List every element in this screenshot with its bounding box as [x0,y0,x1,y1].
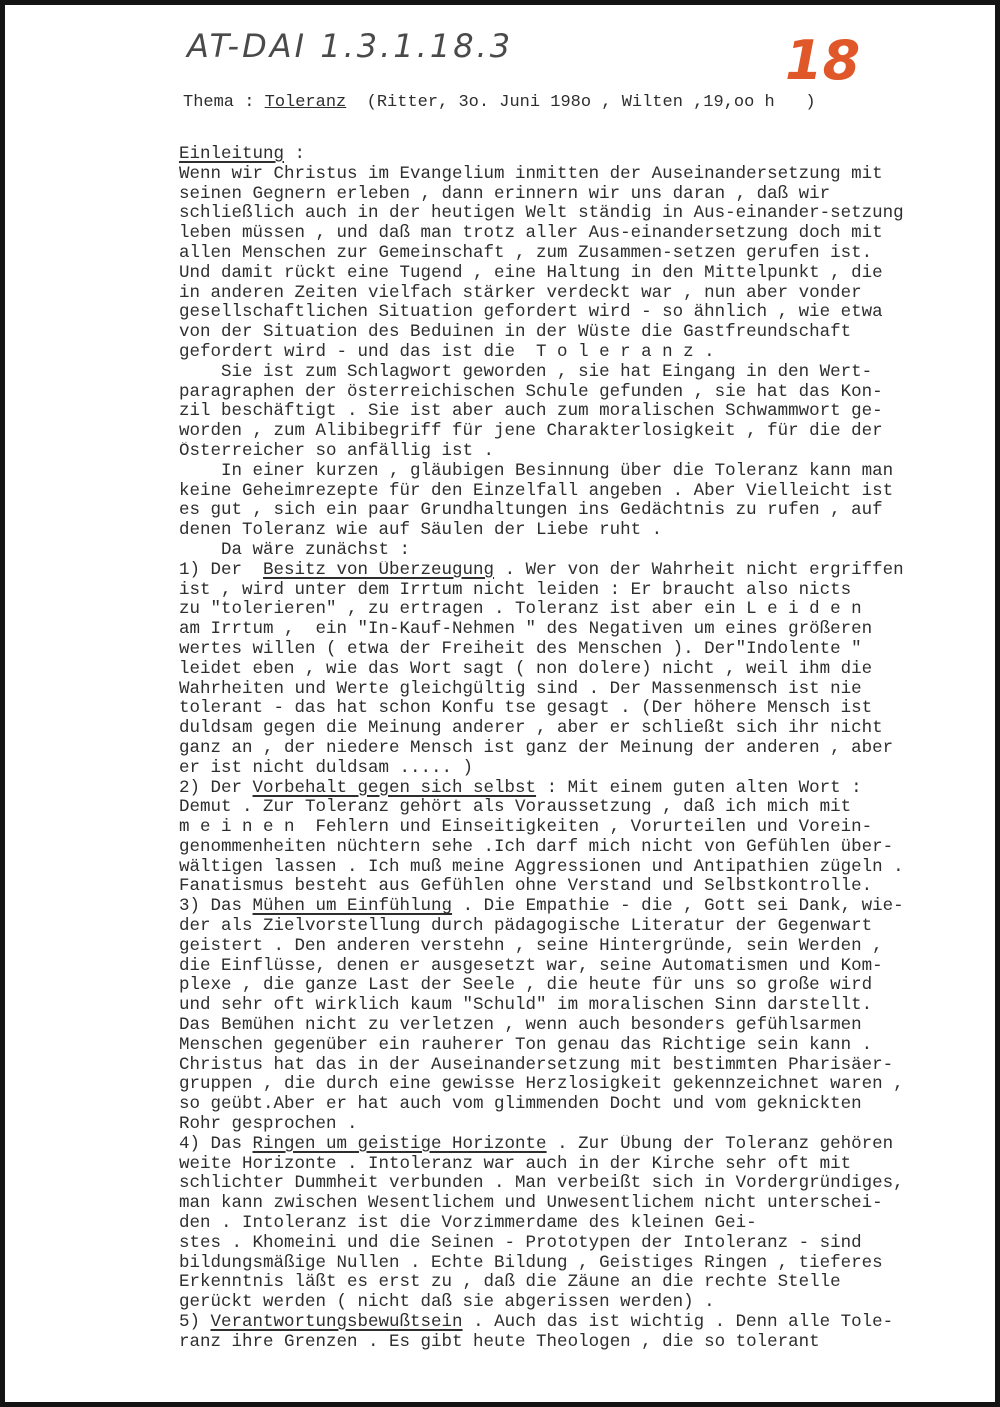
underlined-phrase: Ringen um geistige Horizonte [252,1134,547,1154]
text-line [179,976,999,996]
underlined-phrase: Verantwortungsbewußtsein [210,1313,463,1333]
text-line [179,660,999,680]
topic-details: (Ritter, 3o. Juni 198o , Wilten ,19,oo h ) [346,93,816,112]
text-line [179,759,999,779]
text-segment: . Auch das ist wichtig . Denn alle Tole- [462,1313,894,1333]
text-segment: leben müssen , und daß man trotz aller Aus-einandersetzung doch mit [179,224,883,244]
text-segment: weite Horizonte . Intoleranz war auch in der Kirche sehr oft mit [179,1154,852,1174]
text-line [179,264,999,284]
text-line [179,1293,999,1313]
text-segment: 3) Das [179,897,253,917]
text-line [179,937,999,957]
text-line [179,1075,999,1095]
text-segment: Christus hat das in der Auseinandersetzung mit bestimmten Pharisäer- [179,1055,894,1075]
text-segment: stes . Khomeini und die Seinen - Prototypen der Intoleranz - sind [179,1233,862,1253]
text-line [179,204,999,224]
text-line [179,284,999,304]
text-line [179,1174,999,1194]
text-segment: . Zur Übung der Toleranz gehören [546,1134,894,1154]
page-number: 18 [785,29,861,92]
text-segment: gerückt werden ( nicht daß sie abgerissen werden) . [179,1293,715,1313]
text-line [179,719,999,739]
text-segment: er ist nicht duldsam ..... ) [179,758,474,778]
text-line [179,996,999,1016]
topic-line [183,93,816,112]
text-line [179,363,999,383]
text-line [179,244,999,264]
underlined-phrase: Einleitung [179,145,285,164]
text-segment: 1) Der [179,560,264,580]
text-segment: . Wer von der Wahrheit nicht ergriffen [494,560,904,580]
text-segment: : Mit einem guten alten Wort : [536,778,862,798]
text-line [179,1273,999,1293]
text-line [179,957,999,977]
text-segment: : [284,145,306,164]
underlined-phrase: Vorbehalt gegen sich selbst [252,778,537,798]
text-segment: genommenheiten nüchtern sehe .Ich darf mich nicht von Gefühlen über- [179,837,894,857]
text-line [179,858,999,878]
text-segment: In einer kurzen , gläubigen Besinnung über die Toleranz kann man [179,461,894,481]
text-segment: 5) [179,1313,211,1333]
text-segment: Österreicher so anfällig ist . [179,441,495,461]
underlined-phrase: Besitz von Überzeugung [263,560,495,580]
text-segment: m e i n e n Fehlern und Einseitigkeiten , Vorurteilen und Vorein- [179,818,873,838]
text-segment: wältigen lassen . Ich muß meine Aggressionen und Antipathien zügeln . [179,857,904,877]
text-line [179,798,999,818]
text-segment: seinen Gegnern erleben , dann erinnern wir uns daran , daß wir [179,184,831,204]
text-line [179,145,999,165]
text-segment: gefordert wird - und das ist die T o l e r a n z . [179,342,715,362]
text-line [179,383,999,403]
text-segment: ist , wird unter dem Irrtum nicht leiden : Er braucht also nicts [179,580,852,600]
text-segment: Menschen gegenüber ein rauherer Ton genau das Richtige sein kann . [179,1035,873,1055]
text-segment: 4) Das [179,1134,253,1154]
text-line [179,877,999,897]
text-segment: tolerant - das hat schon Konfu tse gesagt . (Der höhere Mensch ist [179,699,873,719]
text-segment: zu "tolerieren" , zu ertragen . Toleranz ist aber ein L e i d e n [179,600,862,620]
text-segment: keine Geheimrezepte für den Einzelfall angeben . Aber Vielleicht ist [179,481,894,501]
text-segment: Demut . Zur Toleranz gehört als Voraussetzung , daß ich mich mit [179,798,852,818]
text-segment: gruppen , die durch eine gewisse Herzlosigkeit gekennzeichnet waren , [179,1075,904,1095]
text-line [179,917,999,937]
text-line [179,224,999,244]
text-segment: . Die Empathie - die , Gott sei Dank, wie- [452,897,904,917]
text-segment: bildungsmäßige Nullen . Echte Bildung , Geistiges Ringen , tieferes [179,1253,883,1273]
text-segment: Rohr gesprochen . [179,1115,358,1135]
text-line [179,323,999,343]
text-segment: man kann zwischen Wesentlichem und Unwesentlichem nicht unterschei- [179,1194,883,1214]
text-segment: geistert . Den anderen verstehn , seine Hintergründe, sein Werden , [179,936,883,956]
text-line [179,561,999,581]
text-segment: Sie ist zum Schlagwort geworden , sie hat Eingang in den Wert- [179,362,873,382]
text-segment: der als Zielvorstellung durch pädagogische Literatur der Gegenwart [179,917,873,937]
underlined-phrase: Mühen um Einfühlung [252,897,453,917]
text-line [179,442,999,462]
text-segment: wertes willen ( etwa der Freiheit des Menschen ). Der"Indolente " [179,639,862,659]
typed-text-body [179,145,999,1353]
text-line [179,402,999,422]
text-line [179,838,999,858]
text-segment: gesellschaftlichen Situation gefordert wird - so ähnlich , wie etwa [179,303,883,323]
text-segment: denen Toleranz wie auf Säulen der Liebe ruht . [179,521,663,541]
text-segment: die Einflüsse, denen er ausgesetzt war, seine Automatismen und Kom- [179,956,883,976]
text-segment: 2) Der [179,778,253,798]
text-segment: leidet eben , wie das Wort sagt ( non dolere) nicht , weil ihm die [179,659,873,679]
text-line [179,818,999,838]
text-line [179,1115,999,1135]
text-line [179,541,999,561]
text-segment: es gut , sich ein paar Grundhaltungen ins Gedächtnis zu rufen , auf [179,501,883,521]
text-line [179,581,999,601]
text-segment: plexe , die ganze Last der Seele , die heute für uns so große wird [179,976,873,996]
text-line [179,1135,999,1155]
text-line [179,303,999,323]
text-line [179,482,999,502]
text-segment: ranz ihre Grenzen . Es gibt heute Theologen , die so tolerant [179,1332,820,1352]
text-line [179,1036,999,1056]
topic-subject: Toleranz [264,93,347,112]
text-segment: und sehr oft wirklich kaum "Schuld" im moralischen Sinn darstellt. [179,996,873,1016]
text-line [179,343,999,363]
text-segment: Da wäre zunächst : [179,540,411,560]
text-line [179,739,999,759]
text-segment: in anderen Zeiten vielfach stärker verdeckt war , nun aber vonder [179,283,862,303]
text-line [179,1214,999,1234]
text-line [179,1194,999,1214]
text-line [179,620,999,640]
text-segment: paragraphen der österreichischen Schule gefunden , sie hat das Kon- [179,382,883,402]
text-segment: Das Bemühen nicht zu verletzen , wenn auch besonders gefühlsarmen [179,1016,862,1036]
text-segment: zil beschäftigt . Sie ist aber auch zum moralischen Schwammwort ge- [179,402,883,422]
text-line [179,501,999,521]
text-segment: Wenn wir Christus im Evangelium inmitten der Auseinandersetzung mit [179,164,883,184]
text-line [179,600,999,620]
text-line [179,1234,999,1254]
text-line [179,1095,999,1115]
text-line [179,640,999,660]
text-line [179,462,999,482]
text-segment: duldsam gegen die Meinung anderer , aber er schließt sich ihr nicht [179,719,883,739]
text-line [179,1313,999,1333]
text-segment: ganz an , der niedere Mensch ist ganz der Meinung der anderen , aber [179,738,894,758]
text-segment: von der Situation des Beduinen in der Wüste die Gastfreundschaft [179,323,852,343]
topic-label: Thema : [183,93,265,112]
text-line [179,897,999,917]
text-line [179,680,999,700]
text-line [179,1056,999,1076]
text-segment: allen Menschen zur Gemeinschaft , zum Zusammen-setzen gerufen ist. [179,243,873,263]
text-segment: schließlich auch in der heutigen Welt ständig in Aus-einander-setzung [179,204,904,224]
text-line [179,1254,999,1274]
text-line [179,185,999,205]
text-segment: so geübt.Aber er hat auch vom glimmenden Docht und vom geknickten [179,1095,862,1115]
text-segment: Wahrheiten und Werte gleichgültig sind . Der Massenmensch ist nie [179,679,862,699]
text-segment: am Irrtum , ein "In-Kauf-Nehmen " des Negativen um eines größeren [179,620,873,640]
text-segment: schlichter Dummheit verbunden . Man verbeißt sich in Vordergründiges, [179,1174,904,1194]
text-line [179,521,999,541]
text-line [179,165,999,185]
text-line [179,1155,999,1175]
text-line [179,699,999,719]
archive-reference: AT-DAI 1.3.1.18.3 [187,27,514,65]
text-segment: Erkenntnis läßt es erst zu , daß die Zäune an die rechte Stelle [179,1273,841,1293]
text-segment: den . Intoleranz ist die Vorzimmerdame des kleinen Gei- [179,1214,757,1234]
text-segment: Fanatismus besteht aus Gefühlen ohne Verstand und Selbstkontrolle. [179,877,873,897]
text-line [179,1016,999,1036]
text-segment: Und damit rückt eine Tugend , eine Haltung in den Mittelpunkt , die [179,263,883,283]
text-segment: worden , zum Alibibegriff für jene Charakterlosigkeit , für die der [179,422,883,442]
text-line [179,779,999,799]
text-line [179,422,999,442]
text-line [179,1333,999,1353]
